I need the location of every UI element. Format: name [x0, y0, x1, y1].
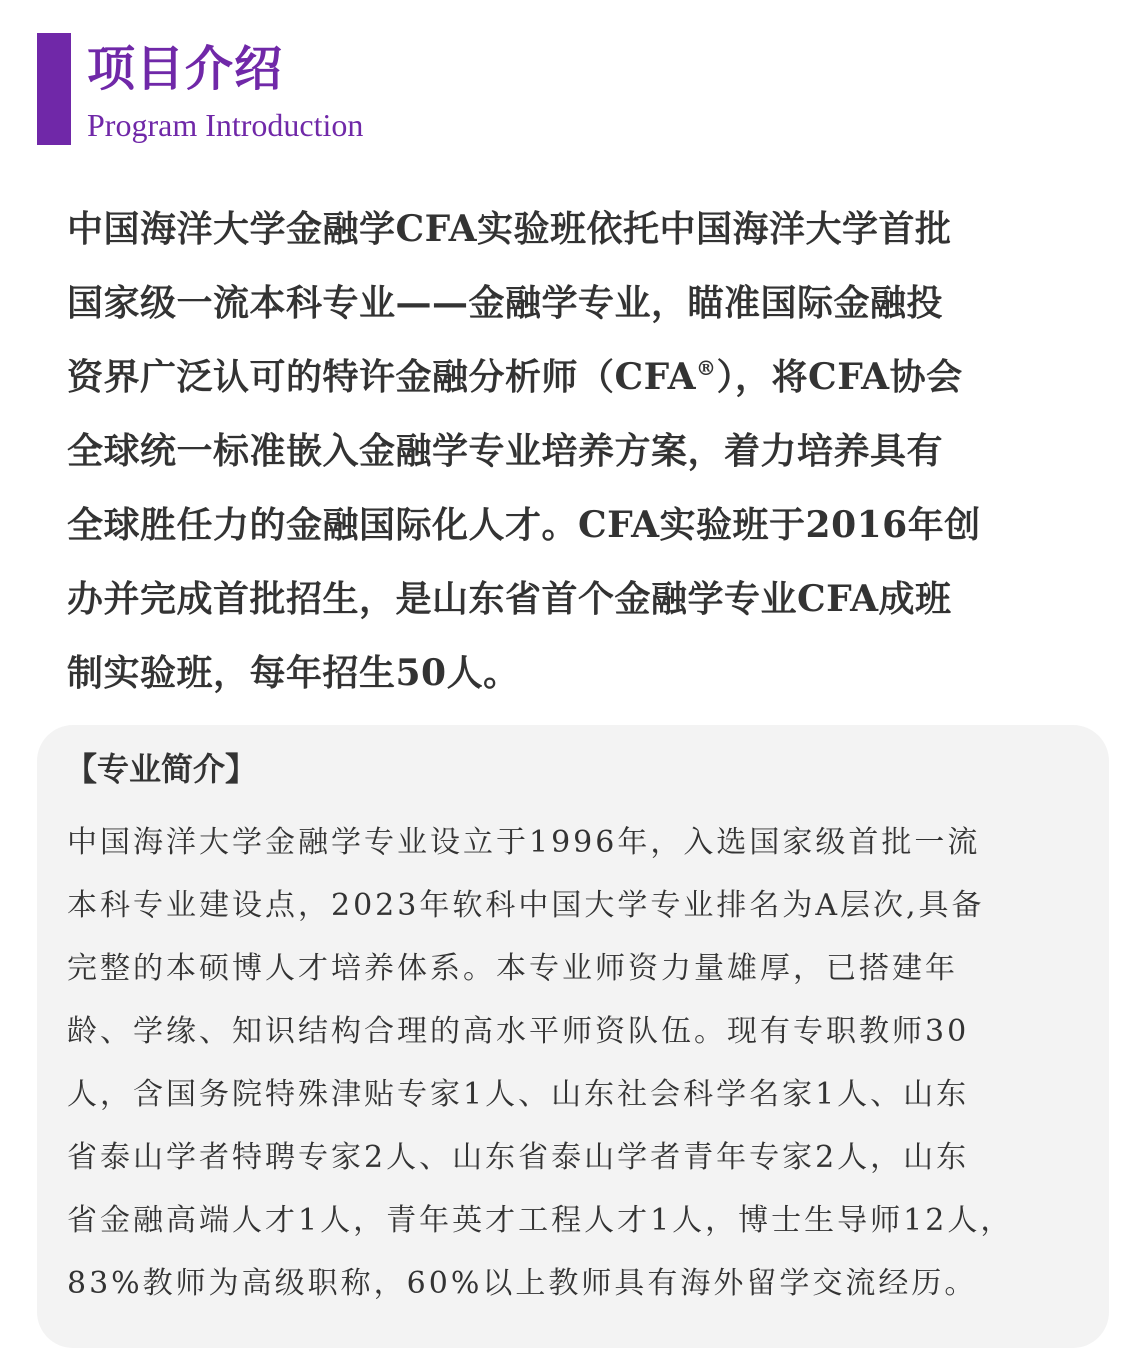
profile-line: 中国海洋大学金融学专业设立于1996年，入选国家级首批一流	[67, 825, 981, 860]
profile-heading: 【专业简介】	[65, 750, 258, 788]
intro-line: 中国海洋大学金融学CFA实验班依托中国海洋大学首批	[67, 208, 952, 250]
profile-line: 龄、学缘、知识结构合理的高水平师资队伍。现有专职教师30	[67, 1014, 970, 1049]
profile-line: 完整的本硕博人才培养体系。本专业师资力量雄厚，已搭建年	[67, 951, 958, 986]
intro-line-cfa-start: 资界广泛认可的特许金融分析师（CFA	[67, 356, 697, 398]
intro-line: 办并完成首批招生，是山东省首个金融学专业CFA成班	[67, 578, 952, 620]
intro-line: 全球胜任力的金融国际化人才。CFA实验班于2016年创	[67, 504, 981, 546]
profile-line: 本科专业建设点，2023年软科中国大学专业排名为A层次,具备	[67, 888, 985, 923]
intro-line-cfa-end: ），将CFA协会	[716, 356, 963, 398]
major-profile-card	[37, 725, 1109, 1348]
profile-line: 83%教师为高级职称，60%以上教师具有海外留学交流经历。	[67, 1266, 978, 1301]
section-subtitle: Program Introduction	[87, 107, 364, 143]
profile-line: 省泰山学者特聘专家2人、山东省泰山学者青年专家2人，山东	[67, 1140, 970, 1175]
profile-body	[67, 811, 1087, 1315]
intro-paragraph	[67, 192, 1097, 710]
intro-line: 全球统一标准嵌入金融学专业培养方案，着力培养具有	[67, 430, 944, 472]
intro-line: 制实验班，每年招生50人。	[67, 652, 520, 694]
accent-bar	[37, 33, 71, 145]
intro-line-cfa	[67, 340, 1097, 414]
section-title: 项目介绍	[87, 41, 284, 97]
profile-line: 省金融高端人才1人，青年英才工程人才1人，博士生导师12人，	[67, 1203, 1014, 1238]
section-header	[37, 33, 737, 145]
profile-line: 人，含国务院特殊津贴专家1人、山东社会科学名家1人、山东	[67, 1077, 970, 1112]
intro-line: 国家级一流本科专业——金融学专业，瞄准国际金融投	[67, 282, 944, 324]
registered-mark: ®	[696, 356, 717, 380]
